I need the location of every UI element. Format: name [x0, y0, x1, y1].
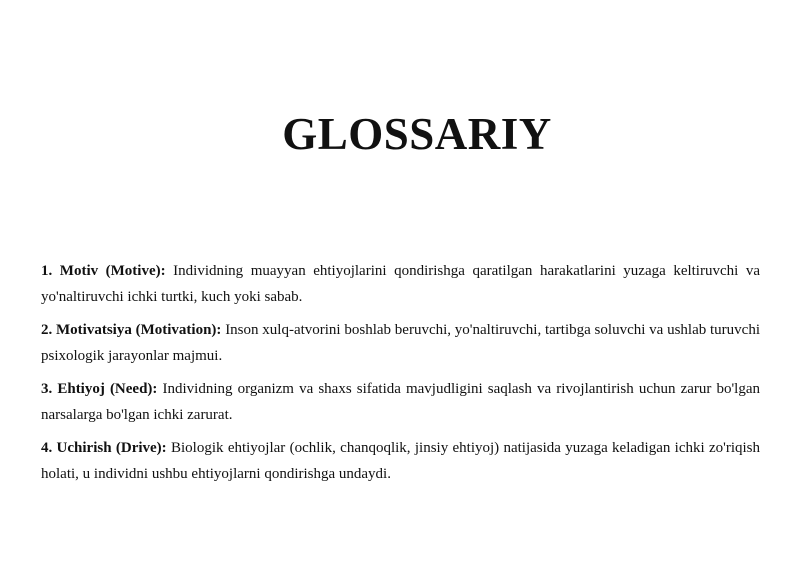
glossary-definition: Individning organizm va shaxs sifatida mavjudligini saqlash va rivojlantirish uchun zarur bo'lgan narsalarga bo'lgan ichki zarurat. [41, 381, 760, 423]
glossary-definition: Inson xulq-atvorini boshlab beruvchi, yo'naltiruvchi, tartibga soluvchi va ushlab turuvchi psixologik jarayonlar majmui. [41, 322, 760, 364]
glossary-entry-drive [41, 435, 760, 487]
page-title: GLOSSARIY [282, 109, 552, 159]
glossary-term: 1. Motiv (Motive): [41, 263, 166, 279]
glossary-list [41, 258, 760, 494]
glossary-definition: Biologik ehtiyojlar (ochlik, chanqoqlik, jinsiy ehtiyoj) natijasida yuzaga keladigan ichki zo'riqish holati, u individni ushbu ehtiyojlarni qondirishga undaydi. [41, 440, 761, 482]
glossary-term: 4. Uchirish (Drive): [41, 440, 167, 456]
glossary-definition: Individning muayyan ehtiyojlarini qondirishga qaratilgan harakatlarini yuzaga keltiruvchi va yo'naltiruvchi ichki turtki, kuch yoki sabab. [41, 263, 760, 305]
glossary-term: 3. Ehtiyoj (Need): [41, 381, 158, 397]
glossary-entry-need [41, 376, 760, 428]
glossary-entry-motive [41, 258, 760, 310]
glossary-term: 2. Motivatsiya (Motivation): [41, 322, 222, 338]
glossary-entry-motivation [41, 317, 760, 369]
